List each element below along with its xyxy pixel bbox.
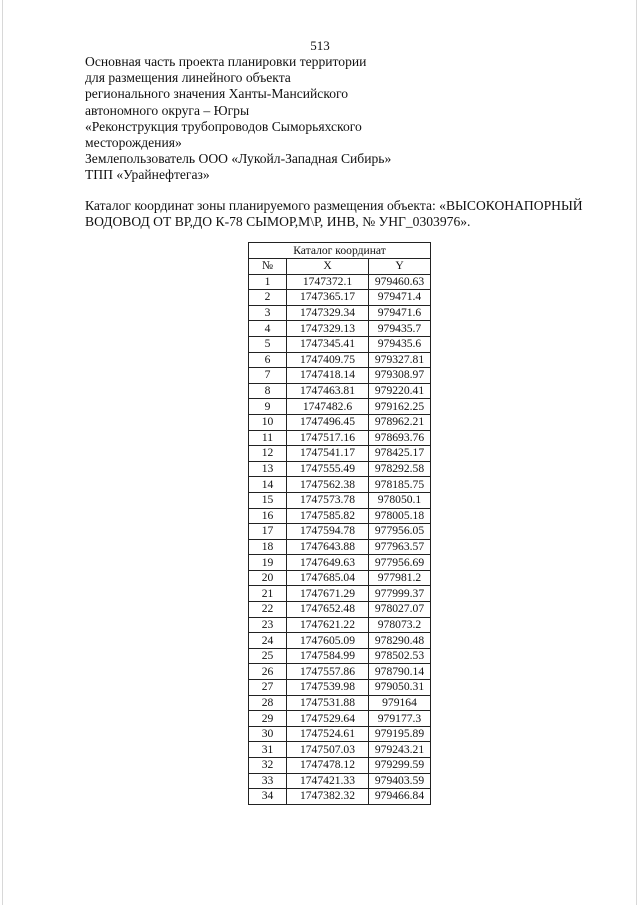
table-row bbox=[249, 570, 431, 586]
cell-number: 28 bbox=[249, 695, 287, 711]
table-row bbox=[249, 336, 431, 352]
column-header-number: № bbox=[249, 259, 287, 275]
header-line: для размещения линейного объекта bbox=[85, 70, 291, 86]
cell-y: 978290.48 bbox=[369, 633, 431, 649]
table-row bbox=[249, 399, 431, 415]
table-row bbox=[249, 414, 431, 430]
table-row bbox=[249, 539, 431, 555]
cell-y: 978790.14 bbox=[369, 664, 431, 680]
cell-number: 11 bbox=[249, 430, 287, 446]
cell-x: 1747496.45 bbox=[287, 414, 369, 430]
cell-number: 1 bbox=[249, 274, 287, 290]
cell-number: 32 bbox=[249, 758, 287, 774]
cell-x: 1747372.1 bbox=[287, 274, 369, 290]
cell-number: 15 bbox=[249, 492, 287, 508]
cell-x: 1747671.29 bbox=[287, 586, 369, 602]
table-row bbox=[249, 617, 431, 633]
cell-x: 1747555.49 bbox=[287, 461, 369, 477]
cell-y: 977981.2 bbox=[369, 570, 431, 586]
cell-y: 978425.17 bbox=[369, 446, 431, 462]
table-row bbox=[249, 383, 431, 399]
table-row bbox=[249, 290, 431, 306]
cell-x: 1747329.34 bbox=[287, 305, 369, 321]
cell-y: 979164 bbox=[369, 695, 431, 711]
cell-number: 30 bbox=[249, 726, 287, 742]
cell-y: 979299.59 bbox=[369, 758, 431, 774]
cell-y: 979435.6 bbox=[369, 336, 431, 352]
cell-y: 977956.69 bbox=[369, 555, 431, 571]
cell-y: 978185.75 bbox=[369, 477, 431, 493]
cell-number: 2 bbox=[249, 290, 287, 306]
cell-x: 1747685.04 bbox=[287, 570, 369, 586]
cell-x: 1747594.78 bbox=[287, 524, 369, 540]
table-row bbox=[249, 321, 431, 337]
cell-number: 10 bbox=[249, 414, 287, 430]
cell-y: 978027.07 bbox=[369, 602, 431, 618]
cell-y: 979435.7 bbox=[369, 321, 431, 337]
table-row bbox=[249, 726, 431, 742]
table-row bbox=[249, 586, 431, 602]
cell-number: 13 bbox=[249, 461, 287, 477]
caption-line: Каталог координат зоны планируемого размещения объекта: «ВЫСОКОНАПОРНЫЙ bbox=[85, 198, 583, 213]
table-row bbox=[249, 524, 431, 540]
cell-number: 20 bbox=[249, 570, 287, 586]
cell-x: 1747643.88 bbox=[287, 539, 369, 555]
table-row bbox=[249, 305, 431, 321]
table-row bbox=[249, 742, 431, 758]
cell-x: 1747418.14 bbox=[287, 368, 369, 384]
cell-x: 1747539.98 bbox=[287, 680, 369, 696]
scan-edge-right bbox=[636, 0, 637, 905]
cell-x: 1747329.13 bbox=[287, 321, 369, 337]
table-row bbox=[249, 680, 431, 696]
cell-x: 1747562.38 bbox=[287, 477, 369, 493]
cell-y: 979162.25 bbox=[369, 399, 431, 415]
cell-number: 33 bbox=[249, 773, 287, 789]
header-line: Основная часть проекта планировки территории bbox=[85, 54, 367, 69]
cell-number: 23 bbox=[249, 617, 287, 633]
table-row bbox=[249, 648, 431, 664]
header-line: месторождения» bbox=[85, 135, 182, 151]
cell-number: 9 bbox=[249, 399, 287, 415]
cell-y: 979308.97 bbox=[369, 368, 431, 384]
cell-x: 1747541.17 bbox=[287, 446, 369, 462]
cell-number: 19 bbox=[249, 555, 287, 571]
cell-x: 1747382.32 bbox=[287, 789, 369, 805]
table-row bbox=[249, 461, 431, 477]
cell-number: 4 bbox=[249, 321, 287, 337]
cell-number: 22 bbox=[249, 602, 287, 618]
cell-y: 978073.2 bbox=[369, 617, 431, 633]
cell-number: 14 bbox=[249, 477, 287, 493]
cell-y: 978292.58 bbox=[369, 461, 431, 477]
cell-y: 977956.05 bbox=[369, 524, 431, 540]
table-row bbox=[249, 664, 431, 680]
table-row bbox=[249, 274, 431, 290]
cell-x: 1747524.61 bbox=[287, 726, 369, 742]
cell-x: 1747621.22 bbox=[287, 617, 369, 633]
cell-y: 978050.1 bbox=[369, 492, 431, 508]
cell-x: 1747649.63 bbox=[287, 555, 369, 571]
cell-x: 1747605.09 bbox=[287, 633, 369, 649]
column-header-x: X bbox=[287, 259, 369, 275]
table-row bbox=[249, 508, 431, 524]
header-line: «Реконструкция трубопроводов Сыморьяхского bbox=[85, 118, 362, 134]
table-row bbox=[249, 711, 431, 727]
caption-line: ВОДОВОД ОТ ВР,ДО К-78 СЫМОР,М\Р, ИНВ, № УНГ_0303976». bbox=[85, 213, 471, 229]
column-header-y: Y bbox=[369, 259, 431, 275]
table-row bbox=[249, 446, 431, 462]
cell-number: 21 bbox=[249, 586, 287, 602]
table-row bbox=[249, 695, 431, 711]
cell-x: 1747652.48 bbox=[287, 602, 369, 618]
cell-y: 979243.21 bbox=[369, 742, 431, 758]
header-line: автономного округа – Югры bbox=[85, 102, 250, 118]
cell-y: 979466.84 bbox=[369, 789, 431, 805]
table-row bbox=[249, 789, 431, 805]
cell-y: 979327.81 bbox=[369, 352, 431, 368]
table-body bbox=[249, 274, 431, 804]
cell-y: 978693.76 bbox=[369, 430, 431, 446]
coordinates-table bbox=[248, 242, 431, 805]
cell-x: 1747573.78 bbox=[287, 492, 369, 508]
cell-x: 1747463.81 bbox=[287, 383, 369, 399]
cell-x: 1747517.16 bbox=[287, 430, 369, 446]
page-number: 513 bbox=[310, 38, 330, 53]
cell-y: 978962.21 bbox=[369, 414, 431, 430]
cell-x: 1747482.6 bbox=[287, 399, 369, 415]
cell-x: 1747557.86 bbox=[287, 664, 369, 680]
cell-number: 18 bbox=[249, 539, 287, 555]
table-row bbox=[249, 492, 431, 508]
cell-number: 12 bbox=[249, 446, 287, 462]
table-row bbox=[249, 758, 431, 774]
cell-y: 978502.53 bbox=[369, 648, 431, 664]
cell-number: 6 bbox=[249, 352, 287, 368]
cell-number: 27 bbox=[249, 680, 287, 696]
cell-number: 25 bbox=[249, 648, 287, 664]
cell-x: 1747409.75 bbox=[287, 352, 369, 368]
cell-number: 7 bbox=[249, 368, 287, 384]
cell-x: 1747345.41 bbox=[287, 336, 369, 352]
cell-number: 17 bbox=[249, 524, 287, 540]
cell-y: 977963.57 bbox=[369, 539, 431, 555]
cell-number: 29 bbox=[249, 711, 287, 727]
cell-y: 979471.6 bbox=[369, 305, 431, 321]
cell-number: 31 bbox=[249, 742, 287, 758]
cell-number: 8 bbox=[249, 383, 287, 399]
table-caption bbox=[85, 198, 585, 229]
cell-y: 979050.31 bbox=[369, 680, 431, 696]
header-line: ТПП «Урайнефтегаз» bbox=[85, 167, 210, 183]
table-row bbox=[249, 352, 431, 368]
cell-y: 979460.63 bbox=[369, 274, 431, 290]
cell-number: 24 bbox=[249, 633, 287, 649]
scan-edge-left bbox=[2, 0, 3, 905]
cell-y: 977999.37 bbox=[369, 586, 431, 602]
table-row bbox=[249, 477, 431, 493]
cell-x: 1747507.03 bbox=[287, 742, 369, 758]
cell-x: 1747531.88 bbox=[287, 695, 369, 711]
cell-number: 16 bbox=[249, 508, 287, 524]
cell-x: 1747365.17 bbox=[287, 290, 369, 306]
cell-x: 1747421.33 bbox=[287, 773, 369, 789]
cell-y: 979177.3 bbox=[369, 711, 431, 727]
cell-x: 1747584.99 bbox=[287, 648, 369, 664]
cell-y: 979220.41 bbox=[369, 383, 431, 399]
cell-number: 5 bbox=[249, 336, 287, 352]
table-row bbox=[249, 368, 431, 384]
cell-y: 979403.59 bbox=[369, 773, 431, 789]
header-line: Землепользователь ООО «Лукойл-Западная Сибирь» bbox=[85, 151, 392, 167]
table-row bbox=[249, 430, 431, 446]
document-header bbox=[85, 54, 565, 184]
table-row bbox=[249, 633, 431, 649]
cell-y: 979471.4 bbox=[369, 290, 431, 306]
table-row bbox=[249, 773, 431, 789]
table-row bbox=[249, 602, 431, 618]
cell-number: 26 bbox=[249, 664, 287, 680]
cell-number: 3 bbox=[249, 305, 287, 321]
cell-y: 979195.89 bbox=[369, 726, 431, 742]
cell-x: 1747478.12 bbox=[287, 758, 369, 774]
cell-x: 1747585.82 bbox=[287, 508, 369, 524]
cell-number: 34 bbox=[249, 789, 287, 805]
header-line: регионального значения Ханты-Мансийского bbox=[85, 86, 349, 102]
table-title: Каталог координат bbox=[249, 243, 431, 259]
table-row bbox=[249, 555, 431, 571]
cell-y: 978005.18 bbox=[369, 508, 431, 524]
cell-x: 1747529.64 bbox=[287, 711, 369, 727]
